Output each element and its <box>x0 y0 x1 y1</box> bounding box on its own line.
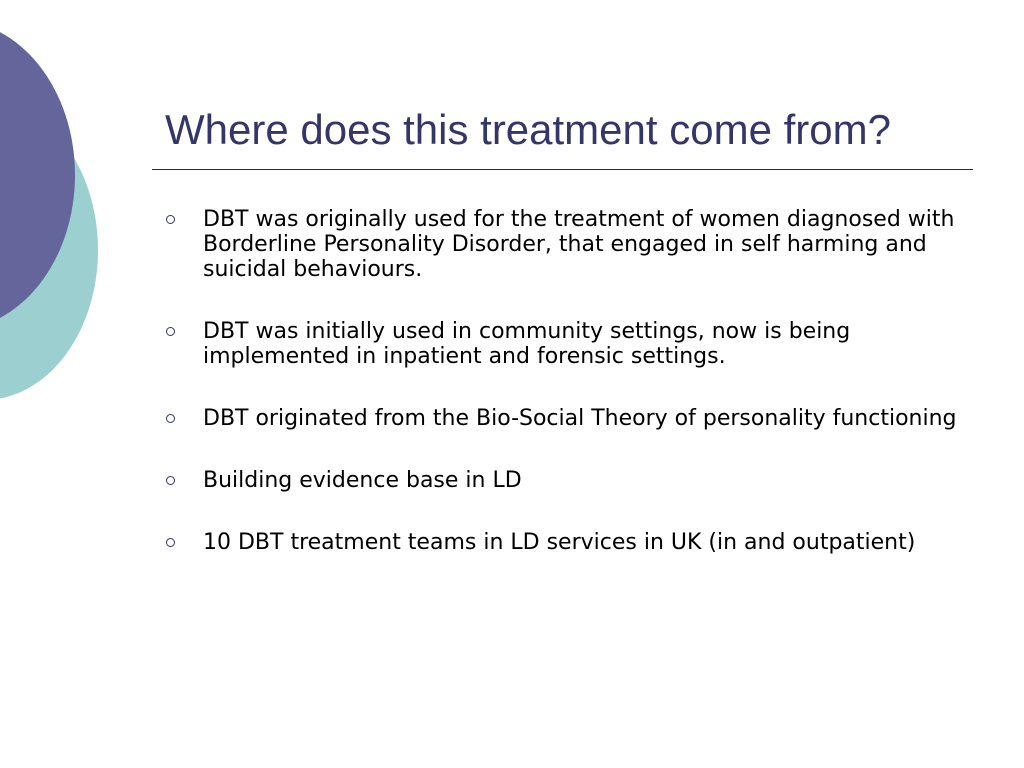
hollow-circle-icon <box>166 414 175 423</box>
bullet-item <box>162 530 972 555</box>
bullet-text: Building evidence base in LD <box>203 468 522 493</box>
title-divider <box>152 169 973 170</box>
bullet-item <box>162 468 972 493</box>
bullet-text: DBT was originally used for the treatment of women diagnosed with Borderline Personality Disorder, that engaged in self harming and suicidal behaviours. <box>203 207 955 282</box>
bullet-item <box>162 406 972 431</box>
bullet-list <box>162 207 972 592</box>
hollow-circle-icon <box>166 327 175 336</box>
bullet-item <box>162 207 972 282</box>
bullet-text: DBT was initially used in community settings, now is being implemented in inpatient and forensic settings. <box>203 319 851 369</box>
bullet-item <box>162 319 972 369</box>
hollow-circle-icon <box>166 215 175 224</box>
hollow-circle-icon <box>166 476 175 485</box>
bullet-text: 10 DBT treatment teams in LD services in UK (in and outpatient) <box>203 530 916 555</box>
hollow-circle-icon <box>166 538 175 547</box>
slide-title: Where does this treatment come from? <box>165 106 891 153</box>
bullet-text: DBT originated from the Bio-Social Theory of personality functioning <box>203 406 957 431</box>
